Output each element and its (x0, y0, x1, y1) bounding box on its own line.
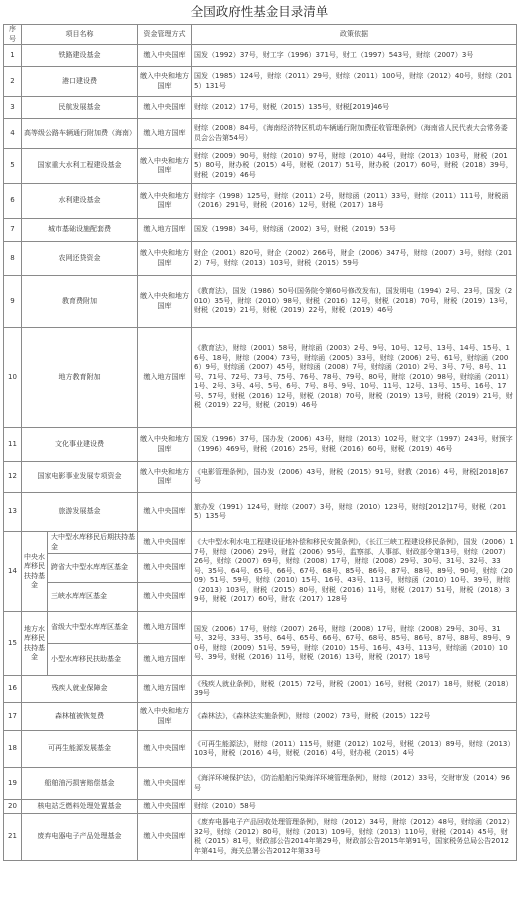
row-mgmt: 缴入中央国库 (138, 583, 192, 612)
table-header-row (4, 25, 517, 45)
row-name: 残疾人就业保障金 (22, 676, 138, 703)
page-title: 全国政府性基金目录清单 (190, 4, 329, 19)
row-basis: 财综字（1998）125号，财综（2011）2号，财综函（2011）33号，财综（2011）111号，财税函（2016）291号，财税（2016）12号，财税（2017）18号 (192, 184, 517, 219)
row-name: 核电站乏燃料处理处置基金 (22, 800, 138, 814)
row-mgmt: 缴入中央国库 (138, 800, 192, 814)
row-mgmt: 缴入中央国库 (138, 45, 192, 67)
row-name: 可再生能源发展基金 (22, 731, 138, 768)
row-mgmt: 缴入中央和地方国库 (138, 242, 192, 276)
fund-table (3, 24, 517, 861)
table-row (4, 612, 517, 644)
row-basis: 国发（1985）124号，财综（2011）29号，财综（2011）100号，财综（2012）40号，财综（2015）131号 (192, 67, 517, 97)
row-name: 民航发展基金 (22, 97, 138, 119)
row-mgmt: 缴入地方国库 (138, 676, 192, 703)
row-no: 13 (4, 493, 22, 532)
row-mgmt: 缴入中央和地方国库 (138, 703, 192, 731)
row-name: 森林植被恢复费 (22, 703, 138, 731)
header-basis: 政策依据 (192, 25, 517, 45)
table-row (4, 184, 517, 219)
table-row (4, 276, 517, 328)
row-no: 5 (4, 149, 22, 184)
row-basis: 《教育法》，国发（1986）50号(国务院令第60号修改发布)，国发明电（1994）2号、23号，国发（2010）35号，财综（2010）98号，财税（2016）12号，财税（2018）70号，财税（2019）13号，财税（2019）21号，财税（2019）22号，财税（2019）46号 (192, 276, 517, 328)
row-name: 废弃电器电子产品处理基金 (22, 814, 138, 861)
table-row (4, 493, 517, 532)
table-row (4, 462, 517, 493)
row-mgmt: 缴入中央和地方国库 (138, 149, 192, 184)
row-basis: 财综（2010）58号 (192, 800, 517, 814)
row-no: 8 (4, 242, 22, 276)
row-name: 文化事业建设费 (22, 428, 138, 462)
row-mgmt: 缴入中央和地方国库 (138, 462, 192, 493)
row-basis: 财综（2012）17号，财税（2015）135号，财税[2019]46号 (192, 97, 517, 119)
row-no: 1 (4, 45, 22, 67)
row-no: 19 (4, 768, 22, 800)
table-row (4, 768, 517, 800)
row-name: 水利建设基金 (22, 184, 138, 219)
row-basis: 国发（1998）34号，财综函（2002）3号，财税（2019）53号 (192, 219, 517, 242)
row-basis: 《教育法》，财综（2001）58号，财综函（2003）2号、9号、10号、12号、13号、14号、15号、16号、18号，财综（2004）73号，财综函（2005）33号，财综（2006）2号、61号，财综函（2006）9号，财综函（2007）45号，财综函（2008）7号，财综函（2010）2号、3号、7号、8号、11号、71号、72号、73号、75号、76号、78号、79号、80号，财综（2010）98号，财综函（2011）1号、2号、3号、4号、5号、6号、7号、8号、9号、10号、11号、12号、13号、15号、16号、17号、57号，财税（2016）12号，财税（2018）70号，财税（2019）13号，财税（2019）21号，财税（2019）22号，财税（2019）46号 (192, 328, 517, 428)
row-basis: 国发（1996）37号，国办发（2006）43号，财综（2013）102号，财文字（1997）243号，财预字（1996）469号，财税（2016）25号，财税（2016）60号，财税（2019）46号 (192, 428, 517, 462)
row-name: 国家重大水利工程建设基金 (22, 149, 138, 184)
row-basis: 旅办发（1991）124号，财综（2007）3号，财综（2010）123号，财综[2012]17号，财税（2015）135号 (192, 493, 517, 532)
row-name: 铁路建设基金 (22, 45, 138, 67)
table-row (4, 428, 517, 462)
row-no: 10 (4, 328, 22, 428)
table-row (4, 532, 517, 554)
row-mgmt: 缴入地方国库 (138, 328, 192, 428)
row-sub-name: 小型水库移民扶助基金 (48, 644, 138, 676)
table-row (4, 149, 517, 184)
table-row (4, 800, 517, 814)
row-name: 船舶油污损害赔偿基金 (22, 768, 138, 800)
row-name: 城市基础设施配套费 (22, 219, 138, 242)
row-no: 14 (4, 532, 22, 612)
row-mgmt: 缴入中央国库 (138, 814, 192, 861)
row-mgmt: 缴入中央和地方国库 (138, 67, 192, 97)
row-sub-name: 跨省大中型水库库区基金 (48, 554, 138, 583)
row-basis: 财企（2001）820号，财企（2002）266号，财企（2006）347号，财综（2007）3号，财综（2012）7号，财综（2013）103号，财税（2015）59号 (192, 242, 517, 276)
row-no: 6 (4, 184, 22, 219)
row-mgmt: 缴入地方国库 (138, 612, 192, 644)
row-basis: 《废弃电器电子产品回收处理管理条例》，财综（2012）34号，财综（2012）48号，财综函（2012）32号，财综（2012）80号，财综（2013）109号，财综（2013）110号，财税（2014）45号，财税（2015）81号，财政部公告2014年第29号，财政部公告2015年第91号，国家税务总局公告2012年第41号，海关总署公告2012年第33号 (192, 814, 517, 861)
table-row (4, 242, 517, 276)
row-basis: 《残疾人就业条例》，财税（2015）72号，财税（2001）16号，财税（2017）18号，财税（2018）39号 (192, 676, 517, 703)
row-mgmt: 缴入中央国库 (138, 97, 192, 119)
table-row (4, 703, 517, 731)
row-no: 18 (4, 731, 22, 768)
table-row (4, 328, 517, 428)
row-basis: 《可再生能源法》，财综（2011）115号，财建（2012）102号，财税（2013）89号，财综（2013）103号，财税（2016）4号，财税（2016）4号，财办税（2015）4号 (192, 731, 517, 768)
header-mgmt: 资金管理方式 (138, 25, 192, 45)
table-row (4, 676, 517, 703)
row-no: 3 (4, 97, 22, 119)
row-name: 高等级公路车辆通行附加费（海南） (22, 119, 138, 149)
table-row (4, 219, 517, 242)
row-no: 2 (4, 67, 22, 97)
table-row (4, 119, 517, 149)
row-group-name: 中央水库移民扶持基金 (22, 532, 48, 612)
row-mgmt: 缴入中央国库 (138, 768, 192, 800)
row-basis: 财综（2009）90号，财综（2010）97号，财综（2010）44号，财综（2013）103号，财税（2015）80号，财办税（2015）4号，财税（2017）51号，财办税（2017）60号，财税（2018）39号，财税（2019）46号 (192, 149, 517, 184)
row-basis: 《大中型水利水电工程建设征地补偿和移民安置条例》，《长江三峡工程建设移民条例》，国发（2006）17号，财综（2006）29号，财监（2006）95号，监察部、人事部、财政部令第13号，财综（2007）26号，财综（2007）69号，财综（2008）17号，财综（2008）29号、30号、31号、32号、33号、35号、64号、65号、66号、67号、68号、85号、86号、87号、88号、89号、90号，财综（2009）51号、59号，财综（2010）15号、16号、43号、113号，财综函（2010）10号、39号，财综（2013）103号，财税（2015）80号，财税（2016）11号，财税（2017）51号，财税（2018）39号，财税（2017）60号，财农（2017）128号 (192, 532, 517, 612)
row-no: 15 (4, 612, 22, 676)
table-row (4, 731, 517, 768)
row-no: 11 (4, 428, 22, 462)
row-mgmt: 缴入中央国库 (138, 554, 192, 583)
row-group-name: 地方水库移民扶持基金 (22, 612, 48, 676)
row-no: 20 (4, 800, 22, 814)
row-no: 4 (4, 119, 22, 149)
header-no: 序号 (4, 25, 22, 45)
row-mgmt: 缴入中央和地方国库 (138, 428, 192, 462)
table-row (4, 814, 517, 861)
row-no: 7 (4, 219, 22, 242)
row-no: 9 (4, 276, 22, 328)
row-mgmt: 缴入地方国库 (138, 644, 192, 676)
row-sub-name: 大中型水库移民后期扶持基金 (48, 532, 138, 554)
row-basis: 国发（1992）37号，财工字（1996）371号，财工（1997）543号，财综（2007）3号 (192, 45, 517, 67)
row-name: 港口建设费 (22, 67, 138, 97)
row-name: 地方教育附加 (22, 328, 138, 428)
row-name: 教育费附加 (22, 276, 138, 328)
table-row (4, 97, 517, 119)
table-row (4, 67, 517, 97)
row-basis: 《森林法》，《森林法实施条例》，财综（2002）73号，财税（2015）122号 (192, 703, 517, 731)
header-name: 项目名称 (22, 25, 138, 45)
row-no: 12 (4, 462, 22, 493)
row-basis: 国发（2006）17号，财综（2007）26号，财综（2008）17号，财综（2008）29号、30号、31号、32号、33号、35号、64号、65号、66号、67号、68号、85号、86号、87号、88号、89号、90号，财综（2009）51号、59号，财综（2010）15号、16号、43号、113号，财综函（2010）10号、39号，财税（2016）11号，财税（2016）13号，财税（2017）18号 (192, 612, 517, 676)
row-no: 16 (4, 676, 22, 703)
table-row (4, 45, 517, 67)
row-mgmt: 缴入地方国库 (138, 119, 192, 149)
row-mgmt: 缴入中央国库 (138, 731, 192, 768)
row-sub-name: 三峡水库库区基金 (48, 583, 138, 612)
row-sub-name: 省级大中型水库库区基金 (48, 612, 138, 644)
row-name: 农网还贷资金 (22, 242, 138, 276)
row-basis: 财综（2008）84号，《海南经济特区机动车辆通行附加费征收管理条例》（海南省人民代表大会常务委员会公告第54号） (192, 119, 517, 149)
row-mgmt: 缴入中央和地方国库 (138, 184, 192, 219)
row-mgmt: 缴入中央国库 (138, 532, 192, 554)
row-basis: 《电影管理条例》，国办发（2006）43号，财税（2015）91号，财教（2016）4号，财税[2018]67号 (192, 462, 517, 493)
row-mgmt: 缴入中央国库 (138, 493, 192, 532)
row-no: 17 (4, 703, 22, 731)
row-mgmt: 缴入地方国库 (138, 219, 192, 242)
row-no: 21 (4, 814, 22, 861)
row-basis: 《海洋环境保护法》，《防治船舶污染海洋环境管理条例》，财综（2012）33号，交财审发（2014）96号 (192, 768, 517, 800)
row-mgmt: 缴入中央和地方国库 (138, 276, 192, 328)
row-name: 旅游发展基金 (22, 493, 138, 532)
row-name: 国家电影事业发展专项资金 (22, 462, 138, 493)
